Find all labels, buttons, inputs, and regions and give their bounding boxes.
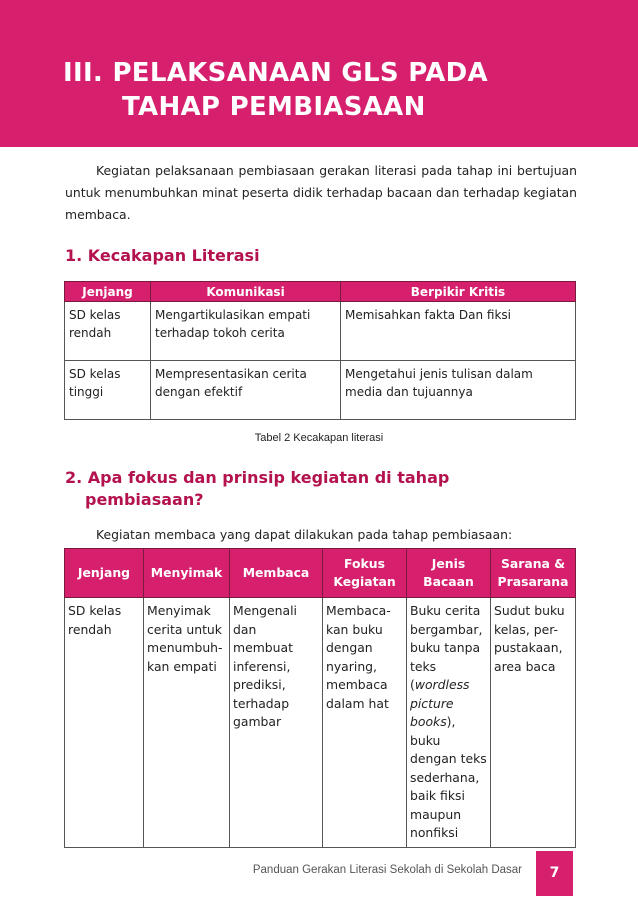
table-cell: Sudut buku kelas, per-pustakaan, area baca — [491, 598, 576, 848]
table-cell: Mengetahui jenis tulisan dalam media dan tujuannya — [341, 361, 576, 420]
table-cell: Mempresentasikan cerita dengan efektif — [151, 361, 341, 420]
chapter-title — [63, 56, 488, 124]
col-header-jenjang: Jenjang — [65, 549, 144, 598]
table-cell — [407, 598, 491, 848]
jenis-bacaan-italic: wordless picture books — [410, 677, 470, 729]
section1-heading: 1. Kecakapan Literasi — [65, 246, 260, 265]
section2-lead: Kegiatan membaca yang dapat dilakukan pada tahap pembiasaan: — [96, 527, 513, 542]
table-row — [65, 361, 576, 420]
table-cell: SD kelas tinggi — [65, 361, 151, 420]
col-header-sarana-prasarana: Sarana & Prasarana — [491, 549, 576, 598]
intro-paragraph: Kegiatan pelaksanaan pembiasaan gerakan literasi pada tahap ini bertujuan untuk menumbuhkan minat peserta didik terhadap bacaan dan terhadap kegiatan membaca. — [65, 163, 577, 222]
section2-heading-line2: pembiasaan? — [85, 490, 204, 509]
col-header-membaca: Membaca — [230, 549, 323, 598]
table-caption: Tabel 2 Kecakapan literasi — [254, 432, 384, 444]
col-header-jenis-bacaan: Jenis Bacaan — [407, 549, 491, 598]
table-cell: SD kelas rendah — [65, 598, 144, 848]
footer-text: Panduan Gerakan Literasi Sekolah di Sekolah Dasar — [252, 864, 522, 876]
literacy-skills-table — [64, 281, 576, 420]
table-header-row — [65, 282, 576, 302]
col-header-berpikir-kritis: Berpikir Kritis — [341, 282, 576, 302]
habituation-activities-table — [64, 548, 576, 848]
jenis-bacaan-pre: Buku cerita bergambar, buku tanpa teks ( — [410, 603, 483, 692]
col-header-fokus-kegiatan: Fokus Kegiatan — [323, 549, 407, 598]
table-cell: Mengartikulasikan empati terhadap tokoh cerita — [151, 302, 341, 361]
table-cell: Memisahkan fakta Dan fiksi — [341, 302, 576, 361]
section2-heading — [65, 467, 449, 511]
jenis-bacaan-post: ), buku dengan teks sederhana, baik fiksi maupun nonfiksi — [410, 714, 487, 840]
table-cell: Menyimak cerita untuk menumbuh-kan empati — [144, 598, 230, 848]
col-header-komunikasi: Komunikasi — [151, 282, 341, 302]
chapter-title-line1: III. PELAKSANAAN GLS PADA — [63, 58, 488, 88]
table-row — [65, 598, 576, 848]
table-row — [65, 302, 576, 361]
col-header-jenjang: Jenjang — [65, 282, 151, 302]
page-number: 7 — [536, 851, 573, 896]
table-cell: SD kelas rendah — [65, 302, 151, 361]
chapter-title-line2: TAHAP PEMBIASAAN — [122, 92, 426, 122]
table-cell: Membaca-kan buku dengan nyaring, membaca dalam hat — [323, 598, 407, 848]
table-cell: Mengenali dan membuat inferensi, prediksi, terhadap gambar — [230, 598, 323, 848]
col-header-menyimak: Menyimak — [144, 549, 230, 598]
table-header-row — [65, 549, 576, 598]
section2-heading-line1: 2. Apa fokus dan prinsip kegiatan di tahap — [65, 468, 450, 487]
